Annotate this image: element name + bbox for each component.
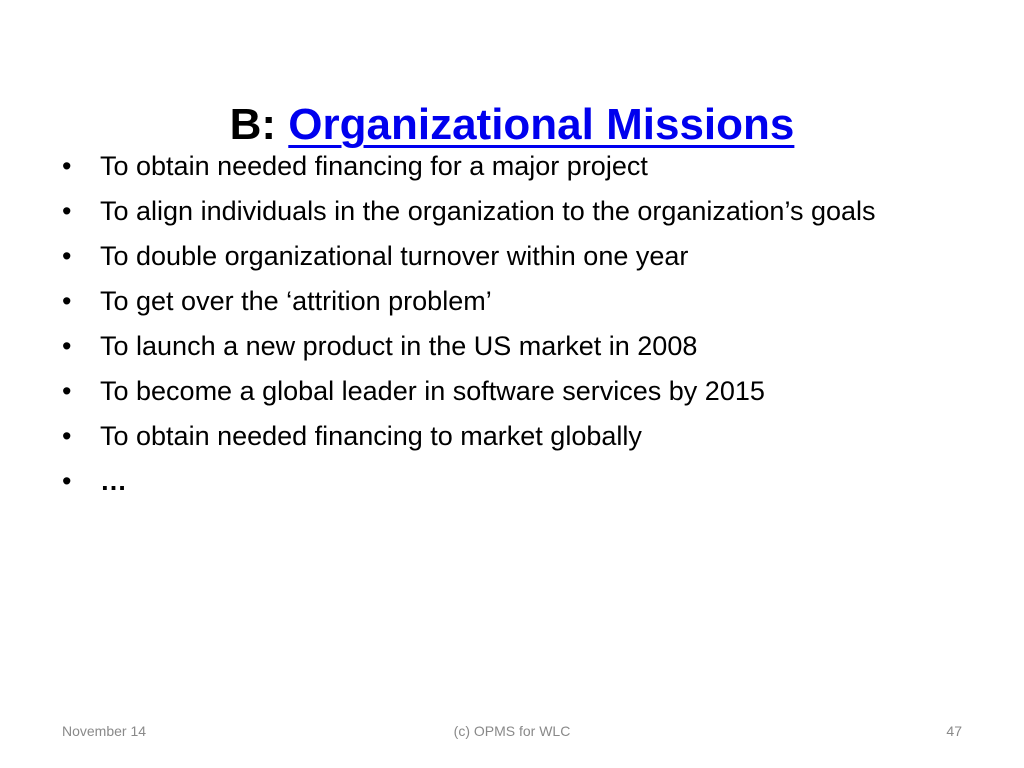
footer-page-number: 47 (946, 723, 962, 739)
bullet-icon: • (62, 286, 72, 316)
bullet-item (62, 150, 962, 183)
title-prefix: B: (229, 100, 289, 150)
bullet-text: To become a global leader in software services by 2015 (100, 376, 765, 406)
bullet-text-ellipsis: … (100, 466, 127, 496)
slide-title (0, 99, 1024, 151)
bullet-item (62, 330, 962, 363)
bullet-item (62, 195, 962, 228)
bullet-text: To double organizational turnover within one year (100, 241, 689, 271)
bullet-icon: • (62, 466, 72, 496)
bullet-item (62, 420, 962, 453)
bullet-list (62, 150, 962, 510)
bullet-text: To align individuals in the organization to the organization’s goals (100, 196, 876, 226)
bullet-icon: • (62, 421, 72, 451)
bullet-text: To get over the ‘attrition problem’ (100, 286, 492, 316)
bullet-icon: • (62, 196, 72, 226)
bullet-item (62, 375, 962, 408)
footer-date: November 14 (62, 723, 147, 739)
bullet-icon: • (62, 151, 72, 181)
bullet-text: To launch a new product in the US market in 2008 (100, 331, 698, 361)
bullet-icon: • (62, 241, 72, 271)
footer-center-text: (c) OPMS for WLC (453, 723, 571, 739)
bullet-item (62, 240, 962, 273)
bullet-icon: • (62, 376, 72, 406)
title-link[interactable]: Organizational Missions (288, 100, 795, 150)
bullet-item (62, 285, 962, 318)
bullet-text: To obtain needed financing for a major project (100, 151, 648, 181)
bullet-text: To obtain needed financing to market globally (100, 421, 642, 451)
bullet-item (62, 465, 962, 498)
bullet-icon: • (62, 331, 72, 361)
